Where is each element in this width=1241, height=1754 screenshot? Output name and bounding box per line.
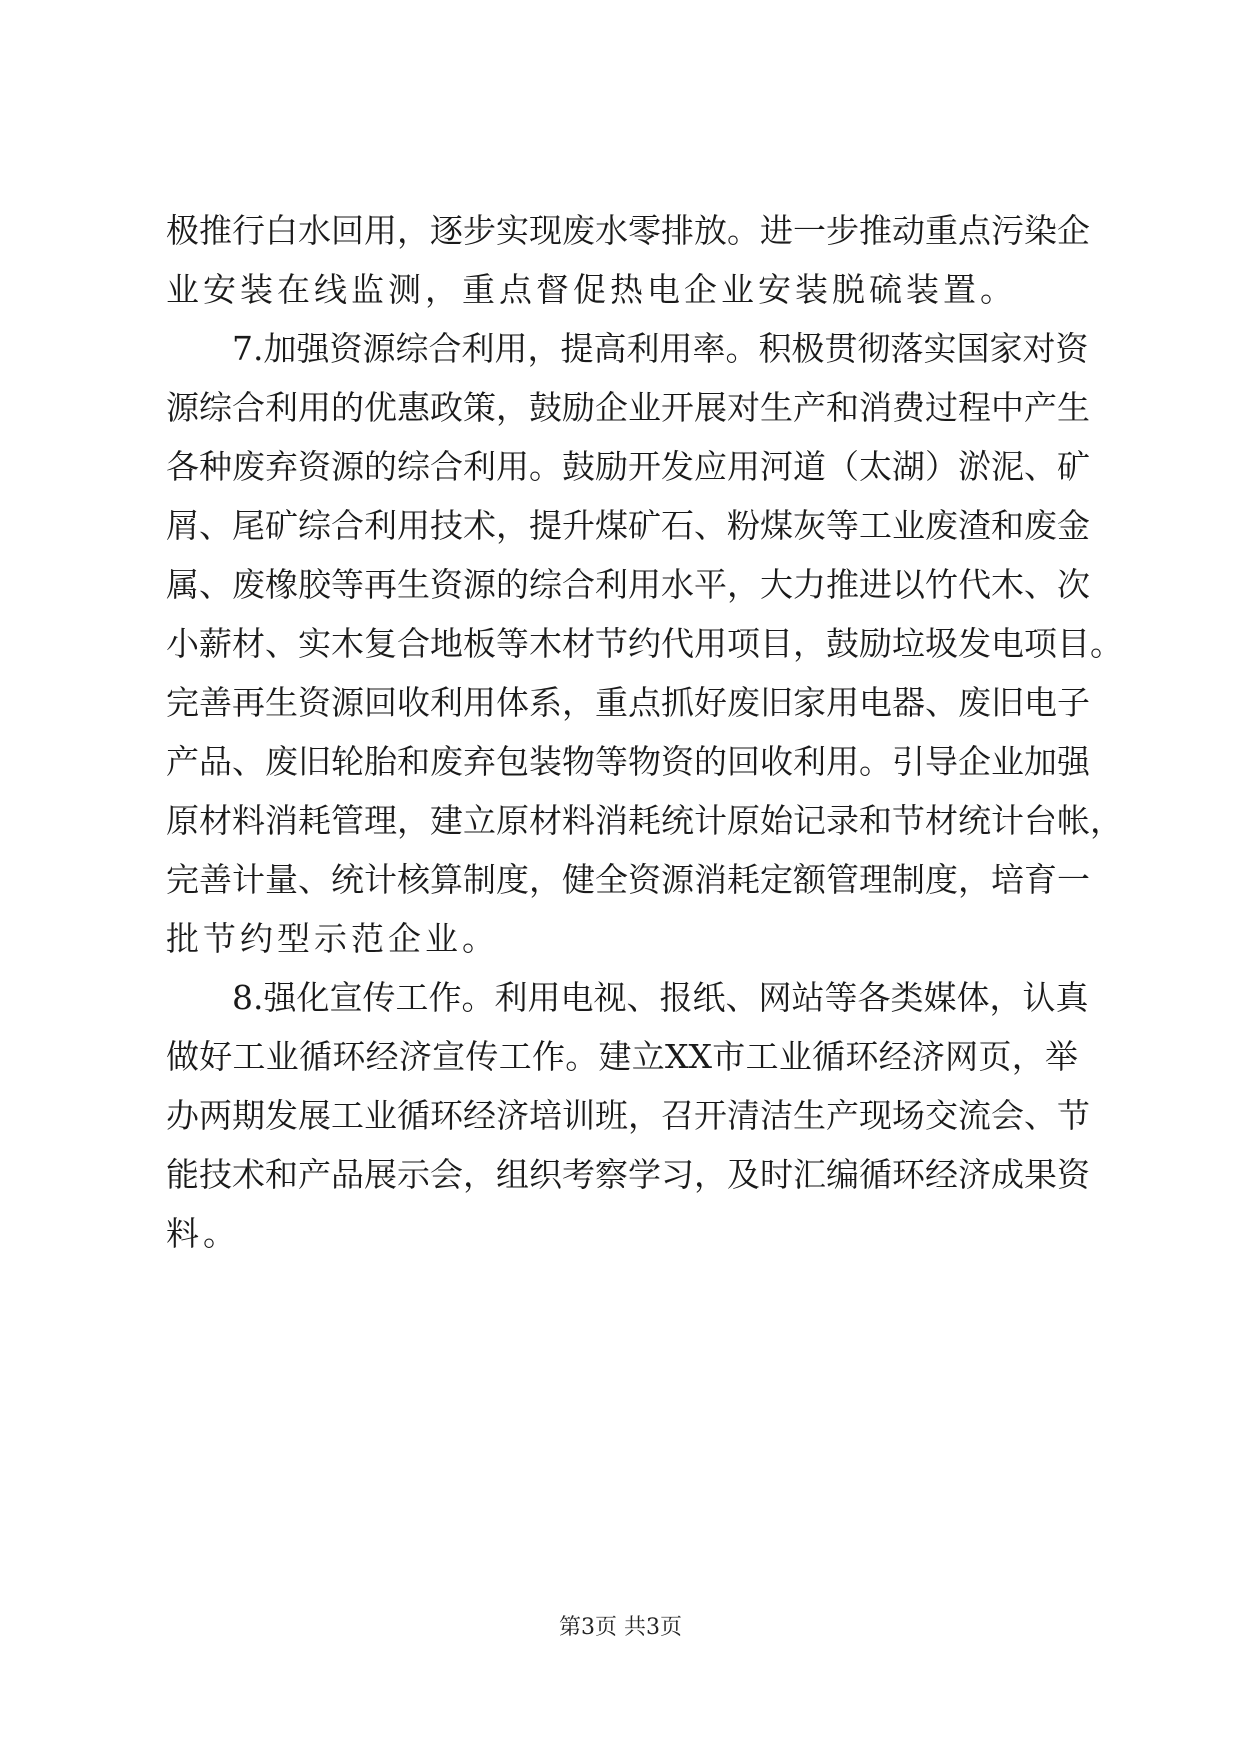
text-line: 完善再生资源回收利用体系，重点抓好废旧家用电器、废旧电子 [166, 683, 1090, 722]
text-line: 极推行白水回用，逐步实现废水零排放。进一步推动重点污染企 [166, 211, 1090, 250]
text-line: 产品、废旧轮胎和废弃包装物等物资的回收利用。引导企业加强 [166, 742, 1090, 781]
text-line: 屑、尾矿综合利用技术，提升煤矿石、粉煤灰等工业废渣和废金 [166, 506, 1090, 545]
text-line: 做好工业循环经济宣传工作。建立XX市工业循环经济网页，举 [166, 1037, 1078, 1076]
text-line: 各种废弃资源的综合利用。鼓励开发应用河道（太湖）淤泥、矿 [166, 447, 1090, 486]
paragraph-8-heading-line: 8.强化宣传工作。利用电视、报纸、网站等各类媒体，认真 [232, 978, 1089, 1017]
text-line: 办两期发展工业循环经济培训班，召开清洁生产现场交流会、节 [166, 1096, 1090, 1135]
text-line: 业安装在线监测，重点督促热电企业安装脱硫装置。 [166, 270, 1017, 309]
text-line: 料。 [166, 1214, 240, 1253]
text-line: 完善计量、统计核算制度，健全资源消耗定额管理制度，培育一 [166, 860, 1090, 899]
text-line: 小薪材、实木复合地板等木材节约代用项目，鼓励垃圾发电项目。 [166, 624, 1123, 663]
text-line: 源综合利用的优惠政策，鼓励企业开展对生产和消费过程中产生 [166, 388, 1090, 427]
paragraph-7-heading-line: 7.加强资源综合利用，提高利用率。积极贯彻落实国家对资 [232, 329, 1089, 368]
text-line: 批节约型示范企业。 [166, 919, 499, 958]
text-line: 原材料消耗管理，建立原材料消耗统计原始记录和节材统计台帐， [166, 801, 1123, 840]
text-line: 能技术和产品展示会，组织考察学习，及时汇编循环经济成果资 [166, 1155, 1090, 1194]
page-footer: 第3页 共3页 [559, 1615, 682, 1640]
text-line: 属、废橡胶等再生资源的综合利用水平，大力推进以竹代木、次 [166, 565, 1090, 604]
